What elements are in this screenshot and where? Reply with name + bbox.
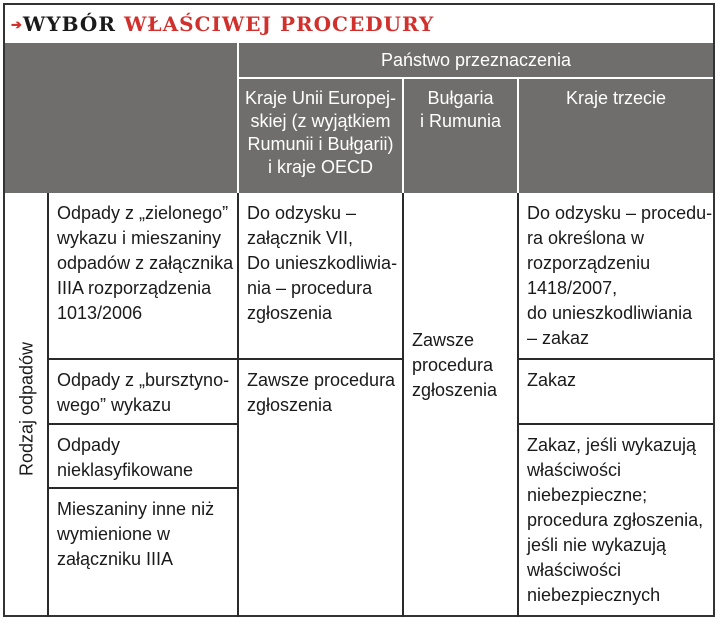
row-label-unclassified: Odpady nieklasyfikowane (57, 435, 194, 480)
header-col-eu: Kraje Unii Europej- skiej (z wyjątkiem Rumunii i Bułgarii) i kraje OECD (244, 88, 397, 177)
header-destination-country: Państwo przeznaczenia (380, 50, 572, 70)
row-label-amber-list: Odpady z „bursztyno- wego” wykazu (57, 370, 230, 415)
cell-third-amber: Zakaz (527, 370, 577, 390)
grid-v-bg (402, 193, 404, 617)
header-col-third: Kraje trzecie (565, 88, 667, 108)
table-title (5, 5, 713, 45)
title-part-black: WYBÓR (22, 12, 116, 36)
cell-third-green: Do odzysku – procedu- ra określona w rozporządzeniu 1418/2007, do unieszkodliwiania – zakaz (527, 203, 713, 348)
row-label-other-mixtures: Mieszaniny inne niż wymienione w załączniku IIIA (57, 499, 215, 569)
cell-eu-green: Do odzysku – załącznik VII, Do unieszkodliwia- nia – procedura zgłoszenia (247, 203, 398, 323)
arrow-icon: ➔ (11, 18, 23, 33)
cell-third-rest: Zakaz, jeśli wykazują właściwości niebezpieczne; procedura zgłoszenia, jeśli nie wykazują właściwości niebezpiecznych (527, 435, 704, 605)
header-divider-h (237, 77, 713, 79)
cell-bg-ro-all: Zawsze procedura zgłoszenia (412, 330, 498, 400)
title-part-red: WŁAŚCIWEJ PROCEDURY (123, 12, 435, 36)
row-header-waste-type: Rodzaj odpadów (16, 341, 37, 477)
procedure-table (3, 3, 715, 617)
header-col-bg-ro: Bułgaria i Rumunia (419, 88, 502, 131)
cell-eu-rest: Zawsze procedura zgłoszenia (247, 370, 396, 415)
row-label-green-list: Odpady z „zielonego” wykazu i mieszaniny odpadów z załącznika IIIA rozporządzenia 1013/2006 (57, 203, 234, 323)
